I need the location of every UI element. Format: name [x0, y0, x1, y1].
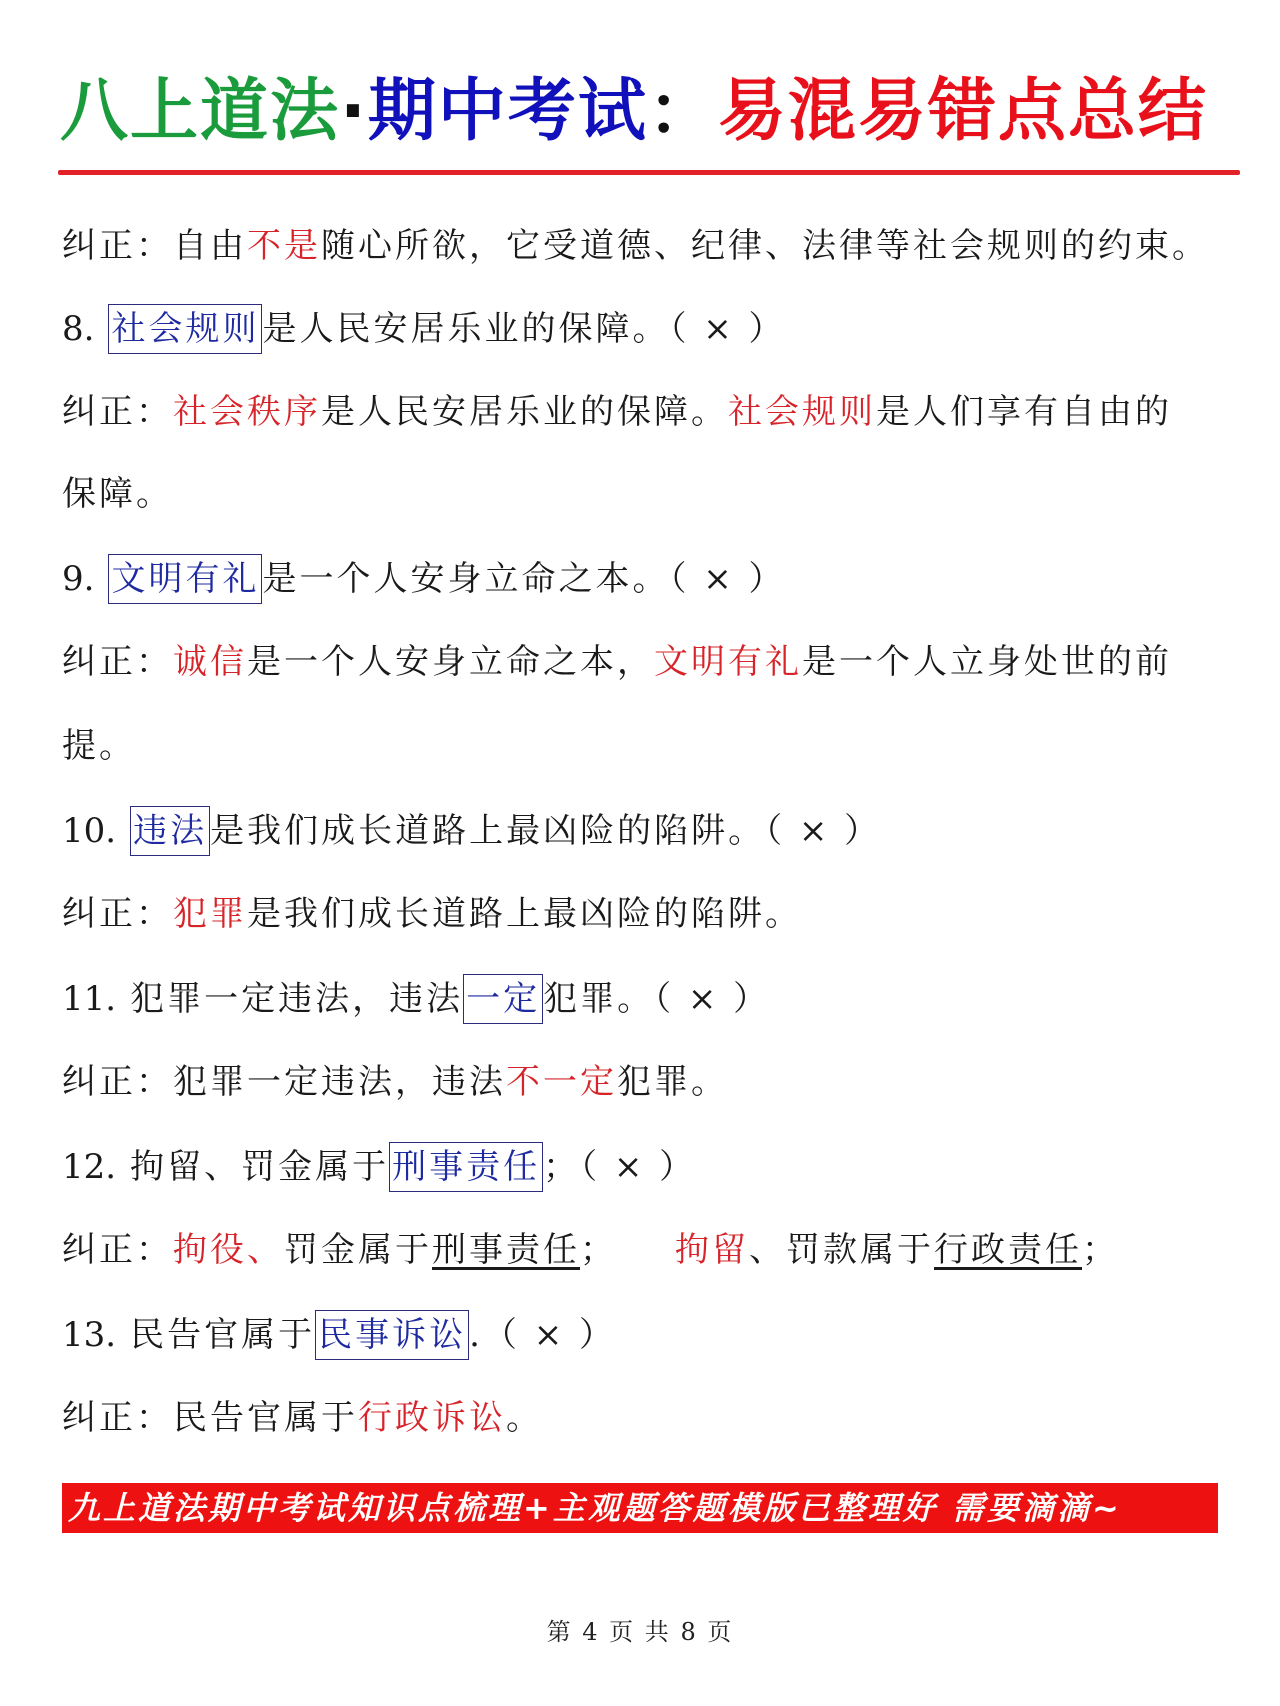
question-8: [62, 304, 1242, 354]
question-12: [62, 1142, 1242, 1192]
correction-13: [62, 1394, 1242, 1442]
text: 是人民安居乐业的保障。: [321, 392, 728, 432]
boxed-term: 违法: [130, 806, 210, 856]
highlight: 社会规则: [728, 392, 876, 432]
highlight: 拘留: [675, 1230, 749, 1270]
highlight: 拘役、: [173, 1230, 284, 1270]
text: 是我们成长道路上最凶险的陷阱。（ × ）: [210, 811, 882, 851]
text: 是一个人安身立命之本。（ × ）: [262, 559, 786, 599]
text: 。: [506, 1398, 543, 1438]
highlight: 诚信: [173, 642, 247, 682]
question-number: 10.: [62, 811, 117, 851]
title-subject: 八上道法: [60, 72, 341, 151]
question-10: [62, 806, 1242, 856]
boxed-term: 文明有礼: [108, 554, 262, 604]
text: 是一个人立身处世的前: [802, 642, 1172, 682]
question-13: [62, 1310, 1242, 1360]
correction-9-line2: [62, 722, 1242, 770]
text: 保障。: [62, 474, 173, 514]
page-title: [60, 62, 1230, 162]
question-9: [62, 554, 1242, 604]
text: 随心所欲，它受道德、纪律、法律等社会规则的约束。: [321, 226, 1209, 266]
title-exam: 期中考试: [367, 72, 648, 151]
underlined-term: 行政责任: [934, 1230, 1082, 1270]
correction-11: [62, 1058, 1242, 1106]
boxed-term: 刑事责任: [389, 1142, 543, 1192]
text: 纠正：自由: [62, 226, 247, 266]
question-number: 13.: [62, 1315, 117, 1355]
underlined-term: 刑事责任: [432, 1230, 580, 1270]
correction-7: [62, 222, 1242, 270]
text: ；（ × ）: [543, 1147, 697, 1187]
boxed-term: 一定: [463, 974, 543, 1024]
text: 犯罪。: [617, 1062, 728, 1102]
question-number: 8.: [62, 309, 95, 349]
title-topic: 易混易错点总结: [717, 72, 1208, 151]
highlight: 不是: [247, 226, 321, 266]
correction-9-line1: [62, 638, 1242, 686]
text: 纠正：: [62, 642, 173, 682]
text: .（ × ）: [469, 1315, 616, 1355]
text: ；: [1082, 1230, 1119, 1270]
highlight: 不一定: [506, 1062, 617, 1102]
text: ；: [580, 1230, 617, 1270]
title-colon: ：: [647, 72, 718, 151]
text: 民告官属于: [130, 1315, 316, 1355]
text: 纠正：: [62, 1230, 173, 1270]
highlight: 犯罪: [173, 894, 247, 934]
question-number: 12.: [62, 1147, 117, 1187]
boxed-term: 社会规则: [108, 304, 262, 354]
text: 是人民安居乐业的保障。（ × ）: [262, 309, 786, 349]
text: 罚金属于: [284, 1230, 432, 1270]
correction-8-line1: [62, 388, 1242, 436]
text: 是人们享有自由的: [876, 392, 1172, 432]
question-number: 11.: [62, 979, 117, 1019]
text: 是一个人安身立命之本，: [247, 642, 654, 682]
text: 是我们成长道路上最凶险的陷阱。: [247, 894, 802, 934]
text: 纠正：: [62, 392, 173, 432]
highlight: 文明有礼: [654, 642, 802, 682]
boxed-term: 民事诉讼: [315, 1310, 469, 1360]
title-dot: ·: [340, 72, 368, 151]
text: 纠正：犯罪一定违法，违法: [62, 1062, 506, 1102]
correction-10: [62, 890, 1242, 938]
text: 、罚款属于: [749, 1230, 934, 1270]
text: 纠正：: [62, 894, 173, 934]
title-divider: [58, 170, 1240, 175]
question-number: 9.: [62, 559, 95, 599]
correction-12: [62, 1226, 1242, 1274]
promo-banner: 九上道法期中考试知识点梳理+主观题答题模版已整理好 需要滴滴~: [62, 1483, 1218, 1533]
text: 纠正：民告官属于: [62, 1398, 358, 1438]
highlight: 社会秩序: [173, 392, 321, 432]
text: 拘留、罚金属于: [130, 1147, 390, 1187]
question-11: [62, 974, 1242, 1024]
correction-8-line2: [62, 470, 1242, 518]
page-number: 第 4 页 共 8 页: [546, 1618, 734, 1646]
text: 犯罪。（ × ）: [543, 979, 771, 1019]
text: 犯罪一定违法，违法: [130, 979, 464, 1019]
highlight: 行政诉讼: [358, 1398, 506, 1438]
text: 提。: [62, 726, 136, 766]
